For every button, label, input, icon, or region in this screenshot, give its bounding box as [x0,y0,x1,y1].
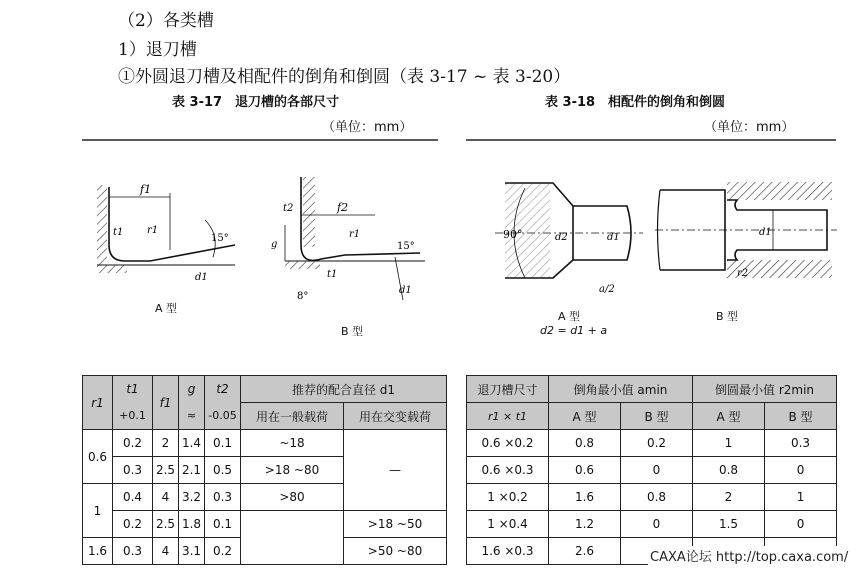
dim-r1-b-label: r1 [349,229,361,240]
fig-18-b-label: B 型 [716,310,739,323]
table-row: 1 0.4 4 3.2 0.3 >80 [83,484,447,511]
table-3-17 [82,375,447,565]
groove-type-b-drawing [265,175,430,310]
dim-d1-label: d1 [195,272,208,283]
fig-17-b-label: B 型 [341,325,364,338]
header-size: 退刀槽尺寸 [467,376,549,403]
dim-f1-label: f1 [140,183,152,196]
angle-15-b-label: 15° [397,241,415,252]
section-heading: （2）各类槽 [118,11,214,31]
dim-d1-b18-label: d1 [759,227,772,238]
header-chamfer-b: B 型 [621,403,693,430]
dim-t1-label: t1 [113,227,124,238]
dim-t1-b-label: t1 [327,269,338,280]
header-t1-tol: +0.1 [113,403,153,430]
mating-part-type-a-drawing [495,178,645,296]
dim-d1-a18-label: d1 [607,232,620,243]
table-row: 0.6 ×0.3 0.6 0 0.8 0 [467,457,837,484]
table-3-18 [466,375,837,565]
header-round-b: B 型 [765,403,837,430]
angle-15-label: 15° [211,233,229,244]
header-f1: f1 [153,376,179,430]
table-row: 0.6 0.2 2 1.4 0.1 ~18 — [83,430,447,457]
dim-d1-b-label: d1 [399,285,412,296]
dim-g-label: g [271,239,278,250]
header-g: g [179,376,205,403]
dim-t2-label: t2 [283,203,294,214]
dim-r2-label: r2 [737,268,749,279]
header-t2-tol: -0.05 [205,403,241,430]
header-alternating-load: 用在交变载荷 [344,403,447,430]
header-chamfer: 倒角最小值 amin [549,376,693,403]
table-row: 0.3 2.5 2.1 0.5 >18 ~80 [83,457,447,484]
header-diameter-group: 推荐的配合直径 d1 [241,376,447,403]
table-18-caption: 表 3-18 相配件的倒角和倒圆 [545,95,726,110]
header-general-load: 用在一般载荷 [241,403,344,430]
fig-18-a-formula: d2 = d1 + a [540,324,608,337]
table-row: 1 ×0.2 1.6 0.8 2 1 [467,484,837,511]
mating-part-type-b-drawing [655,180,840,285]
dim-d2-label: d2 [555,232,568,243]
table-row: 1.6 0.3 4 3.1 0.2 >50 ~80 [83,538,447,565]
groove-type-a-drawing [95,175,245,290]
dim-f2-label: f2 [337,201,349,214]
table-17-unit: （单位：mm） [322,120,413,135]
header-t2: t2 [205,376,241,403]
header-chamfer-a: A 型 [549,403,621,430]
table-18-unit: （单位：mm） [704,120,795,135]
table-row: 1.6 ×0.3 2.6 [467,538,837,565]
subsection-heading: 1）退刀槽 [118,40,197,60]
dim-r1-label: r1 [147,225,159,236]
table-row: 1 ×0.4 1.2 0 1.5 0 [467,511,837,538]
header-round: 倒圆最小值 r2min [693,376,837,403]
table-row: 0.2 2.5 1.8 0.1 >18 ~50 [83,511,447,538]
header-round-a: A 型 [693,403,765,430]
fig-17-a-label: A 型 [155,302,178,315]
header-r1: r1 [83,376,113,430]
header-t1: t1 [113,376,153,403]
item-heading: ①外圆退刀槽及相配件的倒角和倒圆（表 3-17 ~ 表 3-20） [118,67,571,87]
header-size-sub: r1 × t1 [467,403,549,430]
fig-18-a-label: A 型 [558,310,581,323]
watermark: CAXA论坛 http://top.caxa.com/ [648,546,850,565]
table-17-caption: 表 3-17 退刀槽的各部尺寸 [172,95,340,110]
header-g-tol: ≈ [179,403,205,430]
dim-a-half-label: a/2 [599,284,615,295]
table-row: 0.6 ×0.2 0.8 0.2 1 0.3 [467,430,837,457]
angle-8-label: 8° [297,291,309,302]
angle-90-label: 90° [503,228,523,241]
